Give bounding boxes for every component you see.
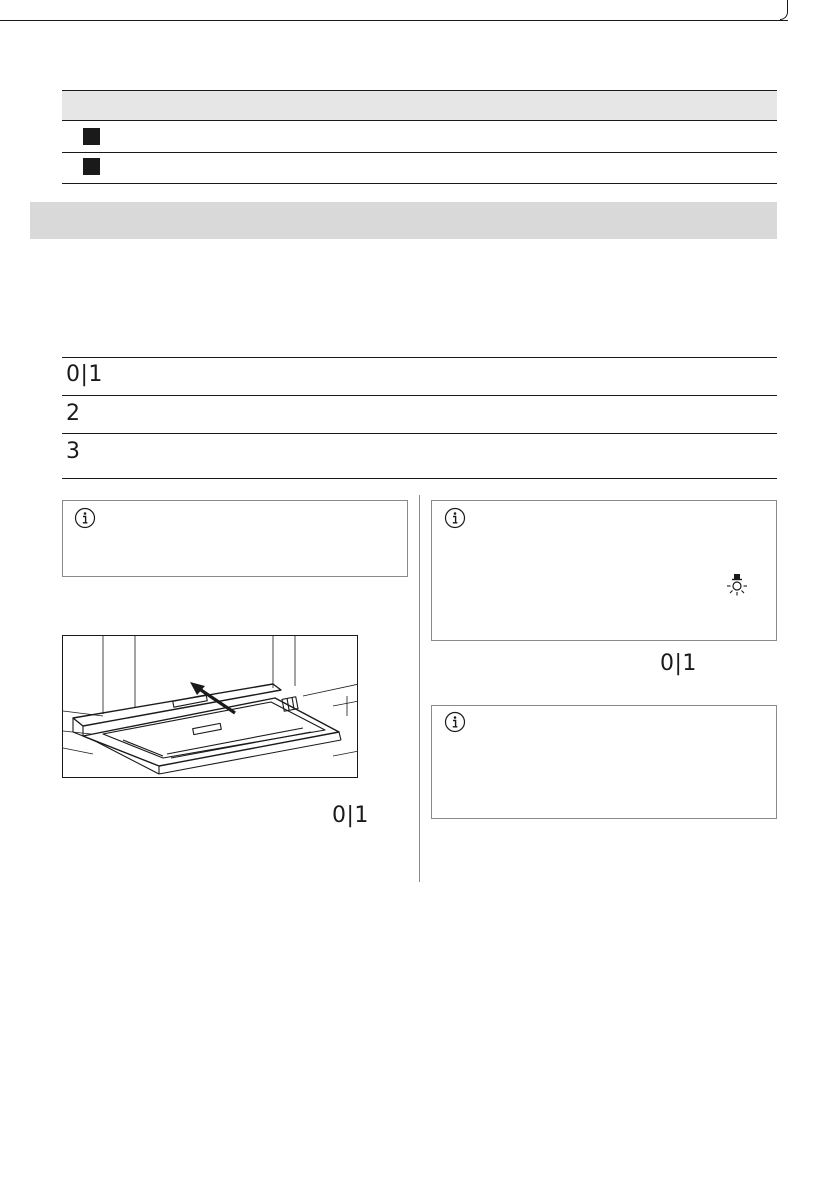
light-bulb-icon xyxy=(724,572,750,598)
info-icon xyxy=(444,507,466,529)
inline-symbol-0-1: 0|1 xyxy=(332,803,369,828)
top-rule xyxy=(0,20,788,21)
hood-illustration xyxy=(62,635,358,778)
symbol-2: 2 xyxy=(66,401,81,426)
table-divider xyxy=(62,478,777,479)
table-divider xyxy=(62,433,777,434)
note-box-right-1 xyxy=(431,500,777,641)
table-divider xyxy=(62,152,777,153)
info-icon xyxy=(74,507,96,529)
hood-drawing xyxy=(63,636,358,778)
top-table-header xyxy=(62,90,777,121)
black-square xyxy=(83,128,100,145)
table-divider xyxy=(62,183,777,184)
inline-symbol-0-1: 0|1 xyxy=(660,651,697,676)
black-square xyxy=(83,158,100,175)
column-divider xyxy=(419,495,420,882)
note-box-right-2 xyxy=(431,705,777,819)
top-table xyxy=(62,90,777,184)
symbols-table-top-rule xyxy=(62,357,777,358)
info-icon xyxy=(444,711,466,733)
table-divider xyxy=(62,395,777,396)
symbol-0-1: 0|1 xyxy=(66,362,103,387)
section-bar xyxy=(30,202,777,239)
note-box-left xyxy=(62,500,408,577)
top-rule-end xyxy=(780,0,788,20)
symbol-3: 3 xyxy=(66,439,81,464)
